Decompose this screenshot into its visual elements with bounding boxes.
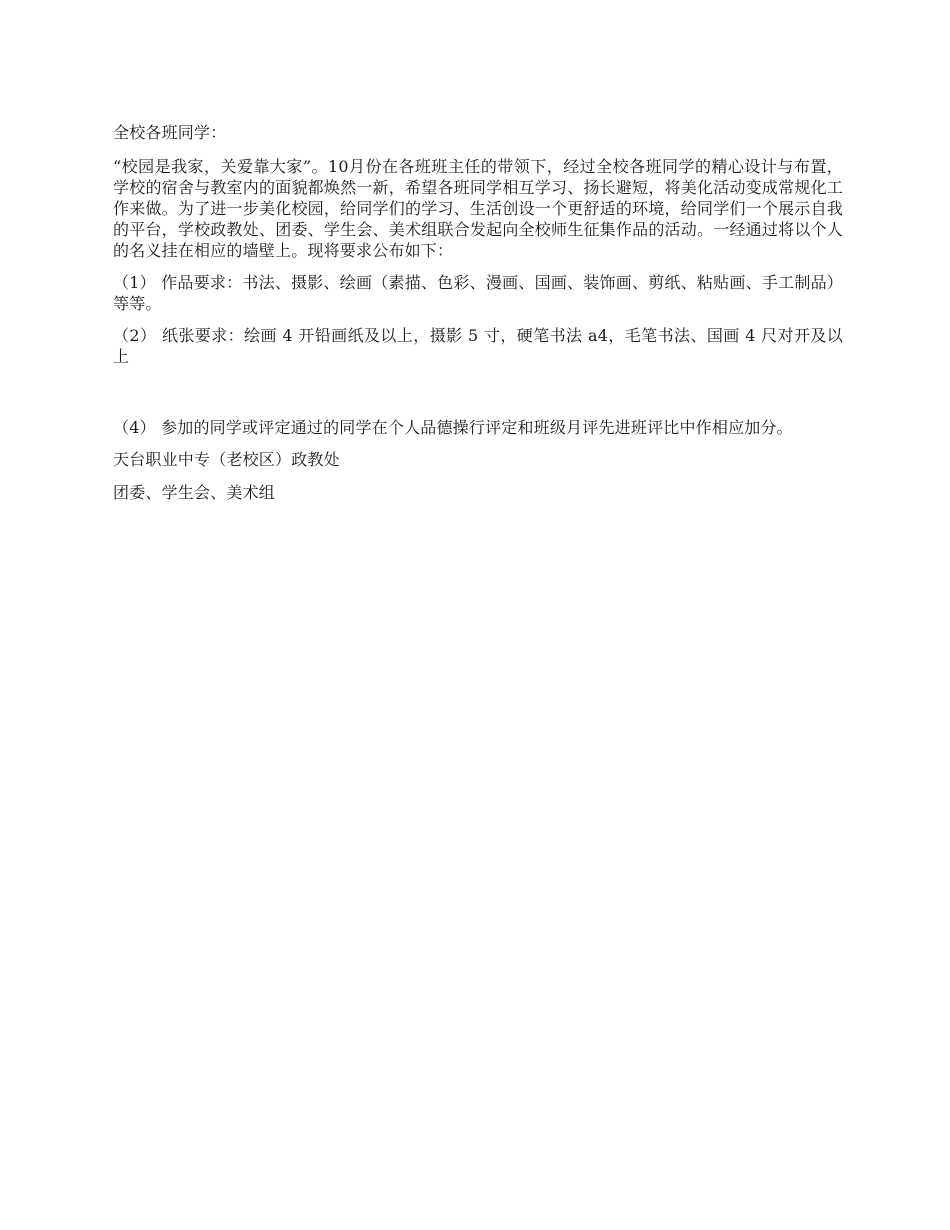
requirement-item-2: （2） 纸张要求：绘画 4 开铅画纸及以上，摄影 5 寸，硬笔书法 a4，毛笔书法、国画 4 尺对开及以上 (113, 326, 843, 366)
requirement-item-4: （4） 参加的同学或评定通过的同学在个人品德操行评定和班级月评先进班评比中作相应加分。 (113, 418, 793, 437)
requirement-item-1: （1） 作品要求：书法、摄影、绘画（素描、色彩、漫画、国画、装饰画、剪纸、粘贴画、手工制品）等等。 (113, 273, 843, 313)
greeting: 全校各班同学： (113, 123, 227, 142)
document-body (113, 122, 843, 503)
signature-groups: 团委、学生会、美术组 (113, 483, 276, 502)
signature-office: 天台职业中专（老校区）政教处 (113, 450, 340, 469)
intro-paragraph: “校园是我家，关爱靠大家”。10月份在各班班主任的带领下，经过全校各班同学的精心设计与布置，学校的宿舍与教室内的面貌都焕然一新，希望各班同学相互学习、扬长避短，将美化活动变成常规化工作来做。为了进一步美化校园，给同学们的学习、生活创设一个更舒适的环境，给同学们一个展示自我的平台，学校政教处、团委、学生会、美术组联合发起向全校师生征集作品的活动。一经通过将以个人的名义挂在相应的墙壁上。现将要求公布如下： (113, 157, 843, 260)
